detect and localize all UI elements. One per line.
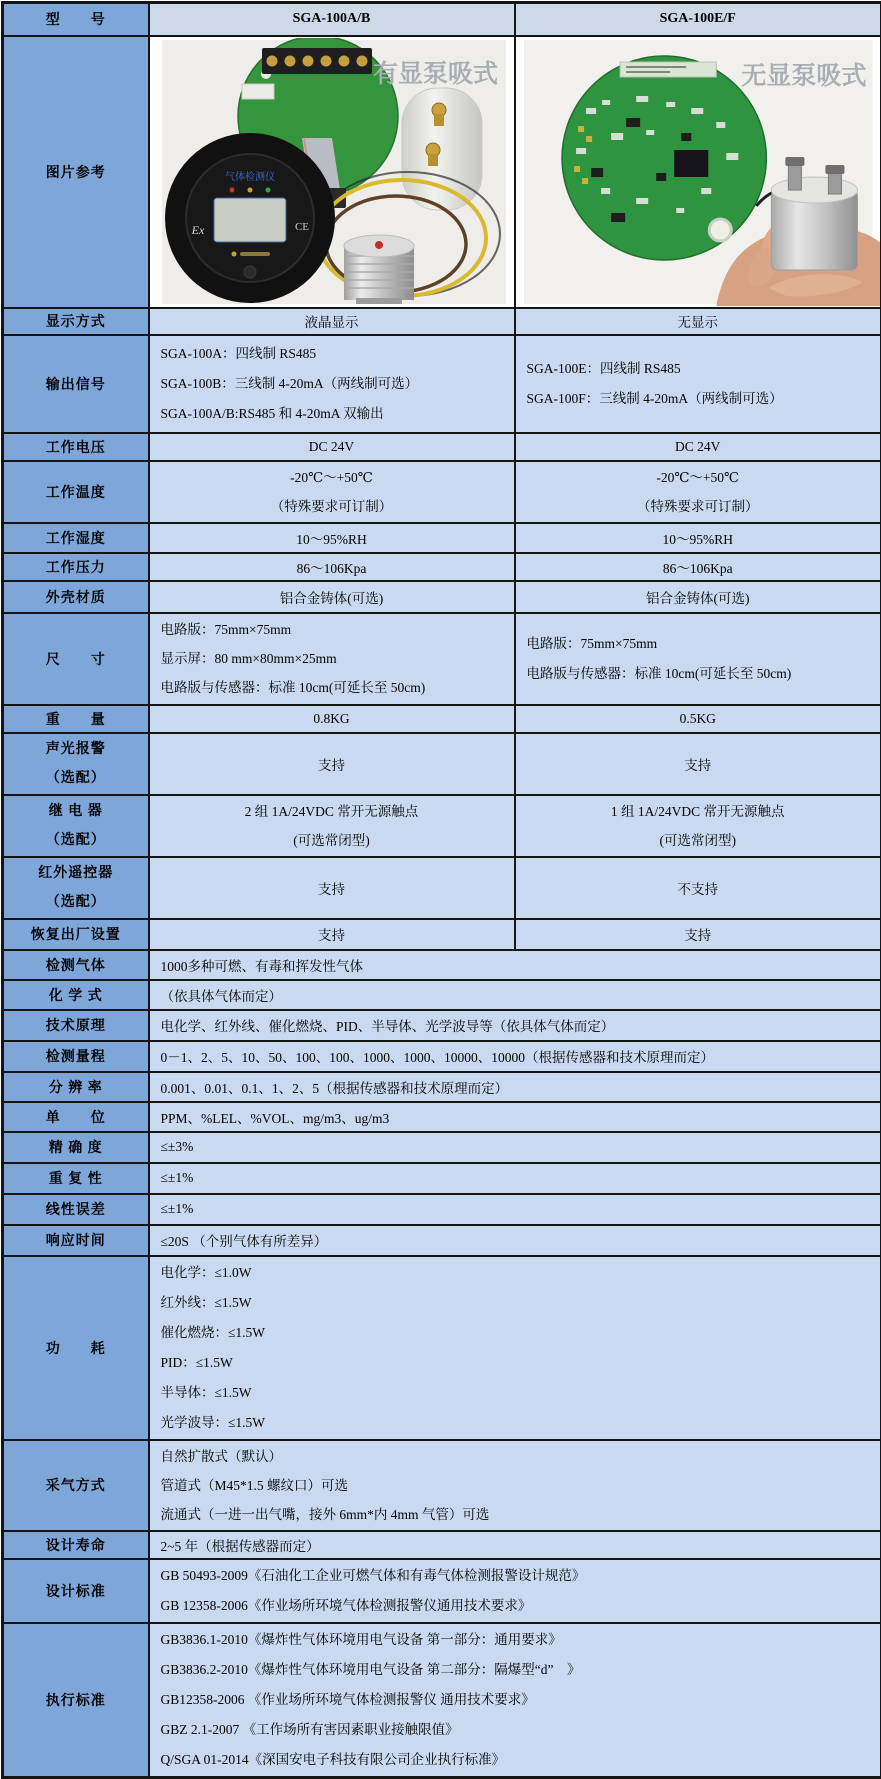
model-a-name: SGA-100A/B	[149, 3, 515, 36]
design-standard-label: 设计标准	[3, 1559, 149, 1623]
repeatability-value: ≤±1%	[149, 1163, 881, 1194]
humidity-label: 工作湿度	[3, 523, 149, 553]
temperature-b-line2: （特殊要求可订制）	[517, 492, 880, 521]
output-signal-label: 输出信号	[3, 335, 149, 433]
row-ir-remote	[3, 857, 881, 919]
alarm-label	[3, 733, 149, 795]
row-pressure	[3, 553, 881, 581]
output-b-line2: SGA-100F：三线制 4-20mA（两线制可选）	[527, 384, 880, 414]
gases-label: 检测气体	[3, 950, 149, 980]
exec-standard-line3: GB12358-2006 《作业场所环境气体检测报警仪 通用技术要求》	[161, 1685, 880, 1715]
size-a-line1: 电路版：75mm×75mm	[161, 615, 513, 644]
row-output-signal	[3, 335, 881, 433]
pressure-b: 86～106Kpa	[515, 553, 881, 581]
output-b-line1: SGA-100E：四线制 RS485	[527, 354, 880, 384]
principle-label: 技术原理	[3, 1010, 149, 1041]
temperature-a	[149, 461, 515, 523]
exec-standard-line4: GBZ 2.1-2007 《工作场所有害因素职业接触限值》	[161, 1715, 880, 1745]
design-standard-line1: GB 50493-2009《石油化工企业可燃气体和有毒气体检测报警设计规范》	[161, 1561, 880, 1591]
product-photo-b	[516, 38, 881, 306]
relay-a	[149, 795, 515, 857]
accuracy-label: 精 确 度	[3, 1132, 149, 1163]
row-size	[3, 613, 881, 705]
row-design-standard	[3, 1559, 881, 1623]
sampling-value	[149, 1440, 881, 1531]
pressure-a: 86～106Kpa	[149, 553, 515, 581]
row-shell-material	[3, 581, 881, 613]
temperature-b	[515, 461, 881, 523]
design-standard-value	[149, 1559, 881, 1623]
ir-remote-a: 支持	[149, 857, 515, 919]
sampling-line1: 自然扩散式（默认）	[161, 1442, 880, 1471]
exec-standard-line5: Q/SGA 01-2014《深国安电子科技有限公司企业执行标准》	[161, 1745, 880, 1775]
exec-standard-value	[149, 1623, 881, 1778]
unit-label: 单 位	[3, 1102, 149, 1132]
sampling-label: 采气方式	[3, 1440, 149, 1531]
alarm-label-line1: 声光报警	[5, 735, 147, 764]
power-line1: 电化学：≤1.0W	[161, 1258, 880, 1288]
weight-label: 重 量	[3, 705, 149, 733]
output-a-line1: SGA-100A：四线制 RS485	[161, 339, 513, 369]
unit-value: PPM、%LEL、%VOL、mg/m3、ug/m3	[149, 1102, 881, 1132]
relay-label-line2: （选配）	[5, 826, 147, 855]
size-b	[515, 613, 881, 705]
row-formula	[3, 980, 881, 1010]
voltage-label: 工作电压	[3, 433, 149, 461]
row-lifespan	[3, 1531, 881, 1559]
formula-label: 化 学 式	[3, 980, 149, 1010]
exec-standard-line2: GB3836.2-2010《爆炸性气体环境用电气设备 第二部分：隔爆型“d” 》	[161, 1655, 880, 1685]
range-value: 0－1、2、5、10、50、100、100、1000、1000、10000、10000（根据传感器和技术原理而定）	[149, 1041, 881, 1072]
relay-label	[3, 795, 149, 857]
resolution-label: 分 辨 率	[3, 1072, 149, 1102]
header-row	[3, 3, 881, 36]
alarm-b: 支持	[515, 733, 881, 795]
row-weight	[3, 705, 881, 733]
size-a-line3: 电路版与传感器：标准 10cm(可延长至 50cm)	[161, 673, 513, 702]
lcd-detector-graphic	[165, 133, 335, 303]
temperature-a-line2: （特殊要求可订制）	[151, 492, 513, 521]
row-humidity	[3, 523, 881, 553]
shell-material-b: 铝合金铸体(可选)	[515, 581, 881, 613]
device-title-text: 气体检测仪	[225, 170, 275, 183]
accuracy-value: ≤±3%	[149, 1132, 881, 1163]
design-standard-line2: GB 12358-2006《作业场所环境气体检测报警仪通用技术要求》	[161, 1591, 880, 1621]
row-alarm	[3, 733, 881, 795]
power-line3: 催化燃烧：≤1.5W	[161, 1318, 880, 1348]
humidity-a: 10～95%RH	[149, 523, 515, 553]
humidity-b: 10～95%RH	[515, 523, 881, 553]
voltage-a: DC 24V	[149, 433, 515, 461]
model-b-name: SGA-100E/F	[515, 3, 881, 36]
photo-cell-b	[515, 36, 881, 308]
relay-b-line2: (可选常闭型)	[517, 826, 880, 855]
row-voltage	[3, 433, 881, 461]
factory-reset-b: 支持	[515, 919, 881, 950]
output-signal-b	[515, 335, 881, 433]
row-sampling	[3, 1440, 881, 1531]
ir-remote-label-line1: 红外遥控器	[5, 859, 147, 888]
factory-reset-a: 支持	[149, 919, 515, 950]
row-resolution	[3, 1072, 881, 1102]
product-photo-a	[150, 38, 514, 306]
relay-a-line2: (可选常闭型)	[151, 826, 513, 855]
pcb-board-graphic	[562, 56, 766, 260]
power-label: 功 耗	[3, 1256, 149, 1440]
size-a	[149, 613, 515, 705]
display-mode-a: 液晶显示	[149, 308, 515, 335]
sampling-line3: 流通式（一进一出气嘴，接外 6mm*内 4mm 气管）可选	[161, 1500, 880, 1529]
alarm-label-line2: （选配）	[5, 764, 147, 793]
exec-standard-label: 执行标准	[3, 1623, 149, 1778]
voltage-b: DC 24V	[515, 433, 881, 461]
gases-value: 1000多种可燃、有毒和挥发性气体	[149, 950, 881, 980]
photo-row	[3, 36, 881, 308]
ir-remote-label-line2: （选配）	[5, 888, 147, 917]
relay-label-line1: 继 电 器	[5, 797, 147, 826]
alarm-a: 支持	[149, 733, 515, 795]
shell-material-label: 外壳材质	[3, 581, 149, 613]
linearity-label: 线性误差	[3, 1194, 149, 1225]
lifespan-value: 2~5 年（根据传感器而定）	[149, 1531, 881, 1559]
pressure-label: 工作压力	[3, 553, 149, 581]
power-line6: 光学波导：≤1.5W	[161, 1408, 880, 1438]
row-gases	[3, 950, 881, 980]
row-relay	[3, 795, 881, 857]
sensor-cylinder-graphic	[344, 235, 414, 304]
row-range	[3, 1041, 881, 1072]
row-unit	[3, 1102, 881, 1132]
power-value	[149, 1256, 881, 1440]
display-mode-label: 显示方式	[3, 308, 149, 335]
size-label: 尺 寸	[3, 613, 149, 705]
size-b-line1: 电路版：75mm×75mm	[527, 629, 880, 659]
ce-mark-text: CE	[294, 221, 308, 233]
row-power	[3, 1256, 881, 1440]
row-display-mode	[3, 308, 881, 335]
response-time-value: ≤20S （个别气体有所差异）	[149, 1225, 881, 1256]
size-a-line2: 显示屏：80 mm×80mm×25mm	[161, 644, 513, 673]
resolution-value: 0.001、0.01、0.1、1、2、5（根据传感器和技术原理而定）	[149, 1072, 881, 1102]
watermark-text-b: 无显泵吸式	[741, 62, 866, 90]
output-signal-a	[149, 335, 515, 433]
temperature-a-line1: -20℃～+50℃	[151, 463, 513, 492]
photo-cell-a	[149, 36, 515, 308]
relay-b	[515, 795, 881, 857]
exec-standard-line1: GB3836.1-2010《爆炸性气体环境用电气设备 第一部分：通用要求》	[161, 1625, 880, 1655]
power-line4: PID：≤1.5W	[161, 1348, 880, 1378]
spec-table	[1, 1, 881, 1779]
lifespan-label: 设计寿命	[3, 1531, 149, 1559]
response-time-label: 响应时间	[3, 1225, 149, 1256]
row-factory-reset	[3, 919, 881, 950]
photo-row-label: 图片参考	[3, 36, 149, 308]
shell-material-a: 铝合金铸体(可选)	[149, 581, 515, 613]
display-mode-b: 无显示	[515, 308, 881, 335]
watermark-text-a: 有显泵吸式	[372, 60, 497, 88]
temperature-b-line1: -20℃～+50℃	[517, 463, 880, 492]
power-line2: 红外线：≤1.5W	[161, 1288, 880, 1318]
ir-remote-label	[3, 857, 149, 919]
weight-b: 0.5KG	[515, 705, 881, 733]
linearity-value: ≤±1%	[149, 1194, 881, 1225]
principle-value: 电化学、红外线、催化燃烧、PID、半导体、光学波导等（依具体气体而定）	[149, 1010, 881, 1041]
row-repeatability	[3, 1163, 881, 1194]
weight-a: 0.8KG	[149, 705, 515, 733]
formula-value: （依具体气体而定）	[149, 980, 881, 1010]
factory-reset-label: 恢复出厂设置	[3, 919, 149, 950]
power-line5: 半导体：≤1.5W	[161, 1378, 880, 1408]
white-canister-graphic	[402, 88, 482, 210]
repeatability-label: 重 复 性	[3, 1163, 149, 1194]
row-temperature	[3, 461, 881, 523]
ex-mark-text: Ex	[190, 223, 204, 237]
size-b-line2: 电路版与传感器：标准 10cm(可延长至 50cm)	[527, 659, 880, 689]
relay-a-line1: 2 组 1A/24VDC 常开无源触点	[151, 797, 513, 826]
output-a-line2: SGA-100B：三线制 4-20mA（两线制可选）	[161, 369, 513, 399]
model-label: 型 号	[3, 3, 149, 36]
output-a-line3: SGA-100A/B:RS485 和 4-20mA 双输出	[161, 399, 513, 429]
relay-b-line1: 1 组 1A/24VDC 常开无源触点	[517, 797, 880, 826]
range-label: 检测量程	[3, 1041, 149, 1072]
row-principle	[3, 1010, 881, 1041]
ir-remote-b: 不支持	[515, 857, 881, 919]
row-exec-standard	[3, 1623, 881, 1778]
row-response-time	[3, 1225, 881, 1256]
temperature-label: 工作温度	[3, 461, 149, 523]
sampling-line2: 管道式（M45*1.5 螺纹口）可选	[161, 1471, 880, 1500]
row-accuracy	[3, 1132, 881, 1163]
row-linearity	[3, 1194, 881, 1225]
